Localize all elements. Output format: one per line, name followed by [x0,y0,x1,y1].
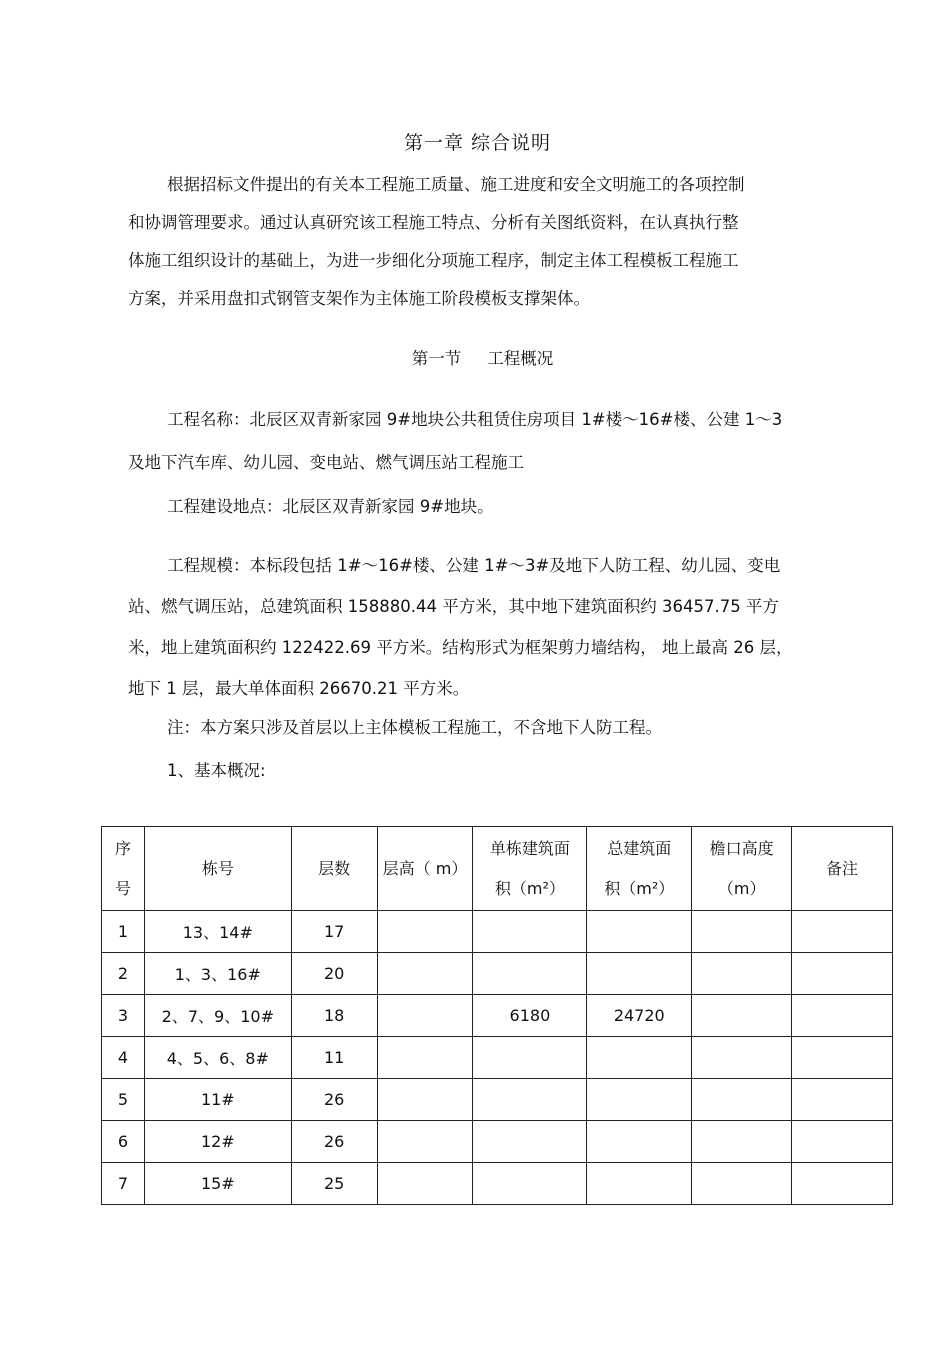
header-cell: 备注 [792,827,893,911]
header-cell: 层数 [291,827,377,911]
table-cell: 6 [102,1121,145,1163]
intro-line: 和协调管理要求。通过认真研究该工程施工特点、分析有关图纸资料，在认真执行整 [128,213,739,232]
table-cell: 12# [144,1121,291,1163]
table-cell [377,1163,473,1205]
section-title [0,345,950,369]
building-info-table [101,826,893,1205]
section-name: 工程概况 [487,349,554,368]
table-cell: 7 [102,1163,145,1205]
table-cell [692,1079,792,1121]
table-cell: 2、7、9、10# [144,995,291,1037]
table-cell: 25 [291,1163,377,1205]
table-cell [377,1037,473,1079]
section-number: 第一节 [411,349,462,368]
table-row [102,1079,893,1121]
table-cell: 13、14# [144,911,291,953]
table-cell: 11 [291,1037,377,1079]
intro-line: 体施工组织设计的基础上，为进一步细化分项施工程序，制定主体工程模板工程施工 [128,251,739,270]
table-cell: 4 [102,1037,145,1079]
header-cell: 檐口高度 （m） [692,827,792,911]
note-line: 注：本方案只涉及首层以上主体模板工程施工，不含地下人防工程。 [167,718,662,737]
table-cell: 5 [102,1079,145,1121]
header-cell: 序 号 [102,827,145,911]
table-cell: 1、3、16# [144,953,291,995]
table-cell: 26 [291,1079,377,1121]
basic-heading [128,758,848,784]
table-cell [377,1079,473,1121]
table-cell: 6180 [473,995,587,1037]
table-cell [792,1163,893,1205]
chapter-title: 第一章 综合说明 [403,132,552,154]
table-cell [473,1037,587,1079]
project-name-paragraph [128,398,848,484]
table-cell [692,995,792,1037]
project-site-line: 工程建设地点：北辰区双青新家园 9#地块。 [167,497,494,516]
table-cell [692,1037,792,1079]
intro-paragraph [128,166,798,318]
header-cell: 栋号 [144,827,291,911]
table-cell [692,911,792,953]
table-cell: 18 [291,995,377,1037]
table-cell [587,1121,692,1163]
table-cell [473,1163,587,1205]
table-cell: 15# [144,1163,291,1205]
table-cell: 2 [102,953,145,995]
scale-line: 地下 1 层，最大单体面积 26670.21 平方米。 [128,679,470,698]
header-cell: 层高（ m） [377,827,473,911]
table-cell [792,953,893,995]
table-row [102,911,893,953]
intro-line: 方案，并采用盘扣式钢管支架作为主体施工阶段模板支撑架体。 [128,289,590,308]
table-cell [377,911,473,953]
table-cell [473,953,587,995]
project-name-line: 工程名称：北辰区双青新家园 9#地块公共租赁住房项目 1#楼～16#楼、公建 1～3 [167,410,783,429]
scale-line: 站、燃气调压站，总建筑面积 158880.44 平方米，其中地下建筑面积约 36457.75 平方 [128,597,779,616]
table-cell [792,1079,893,1121]
table-cell [692,1163,792,1205]
table-cell [692,1121,792,1163]
table-cell [792,995,893,1037]
table-cell: 24720 [587,995,692,1037]
table-cell [792,1037,893,1079]
note-paragraph [128,715,848,741]
table-cell: 4、5、6、8# [144,1037,291,1079]
table-cell [473,1121,587,1163]
basic-heading-text: 1、基本概况: [167,761,266,780]
table-cell [377,995,473,1037]
table-cell: 3 [102,995,145,1037]
table-row [102,1037,893,1079]
header-cell: 单栋建筑面 积（m²） [473,827,587,911]
scale-line: 米，地上建筑面积约 122422.69 平方米。结构形式为框架剪力墙结构， 地上最高 26 层， [128,638,793,657]
table-cell [587,953,692,995]
table-cell [587,1037,692,1079]
table-cell [587,1163,692,1205]
table-cell: 1 [102,911,145,953]
table-row [102,995,893,1037]
table-header-row [102,827,893,911]
intro-line: 根据招标文件提出的有关本工程施工质量、施工进度和安全文明施工的各项控制 [167,175,745,194]
project-scale-paragraph [128,545,848,709]
table-cell [587,911,692,953]
table-cell [587,1079,692,1121]
table-cell [692,953,792,995]
table-cell [792,1121,893,1163]
project-name-line: 及地下汽车库、幼儿园、变电站、燃气调压站工程施工 [128,453,524,472]
table-cell: 26 [291,1121,377,1163]
header-cell: 总建筑面 积（m²） [587,827,692,911]
table-cell [377,953,473,995]
table-cell [377,1121,473,1163]
table-row [102,953,893,995]
table-cell: 17 [291,911,377,953]
table-row [102,1121,893,1163]
table-cell: 11# [144,1079,291,1121]
table-cell [473,911,587,953]
table-cell [792,911,893,953]
project-site-paragraph [128,494,848,520]
table-cell [473,1079,587,1121]
scale-line: 工程规模：本标段包括 1#～16#楼、公建 1#～3#及地下人防工程、幼儿园、变电 [167,556,781,575]
table-row [102,1163,893,1205]
table-cell: 20 [291,953,377,995]
